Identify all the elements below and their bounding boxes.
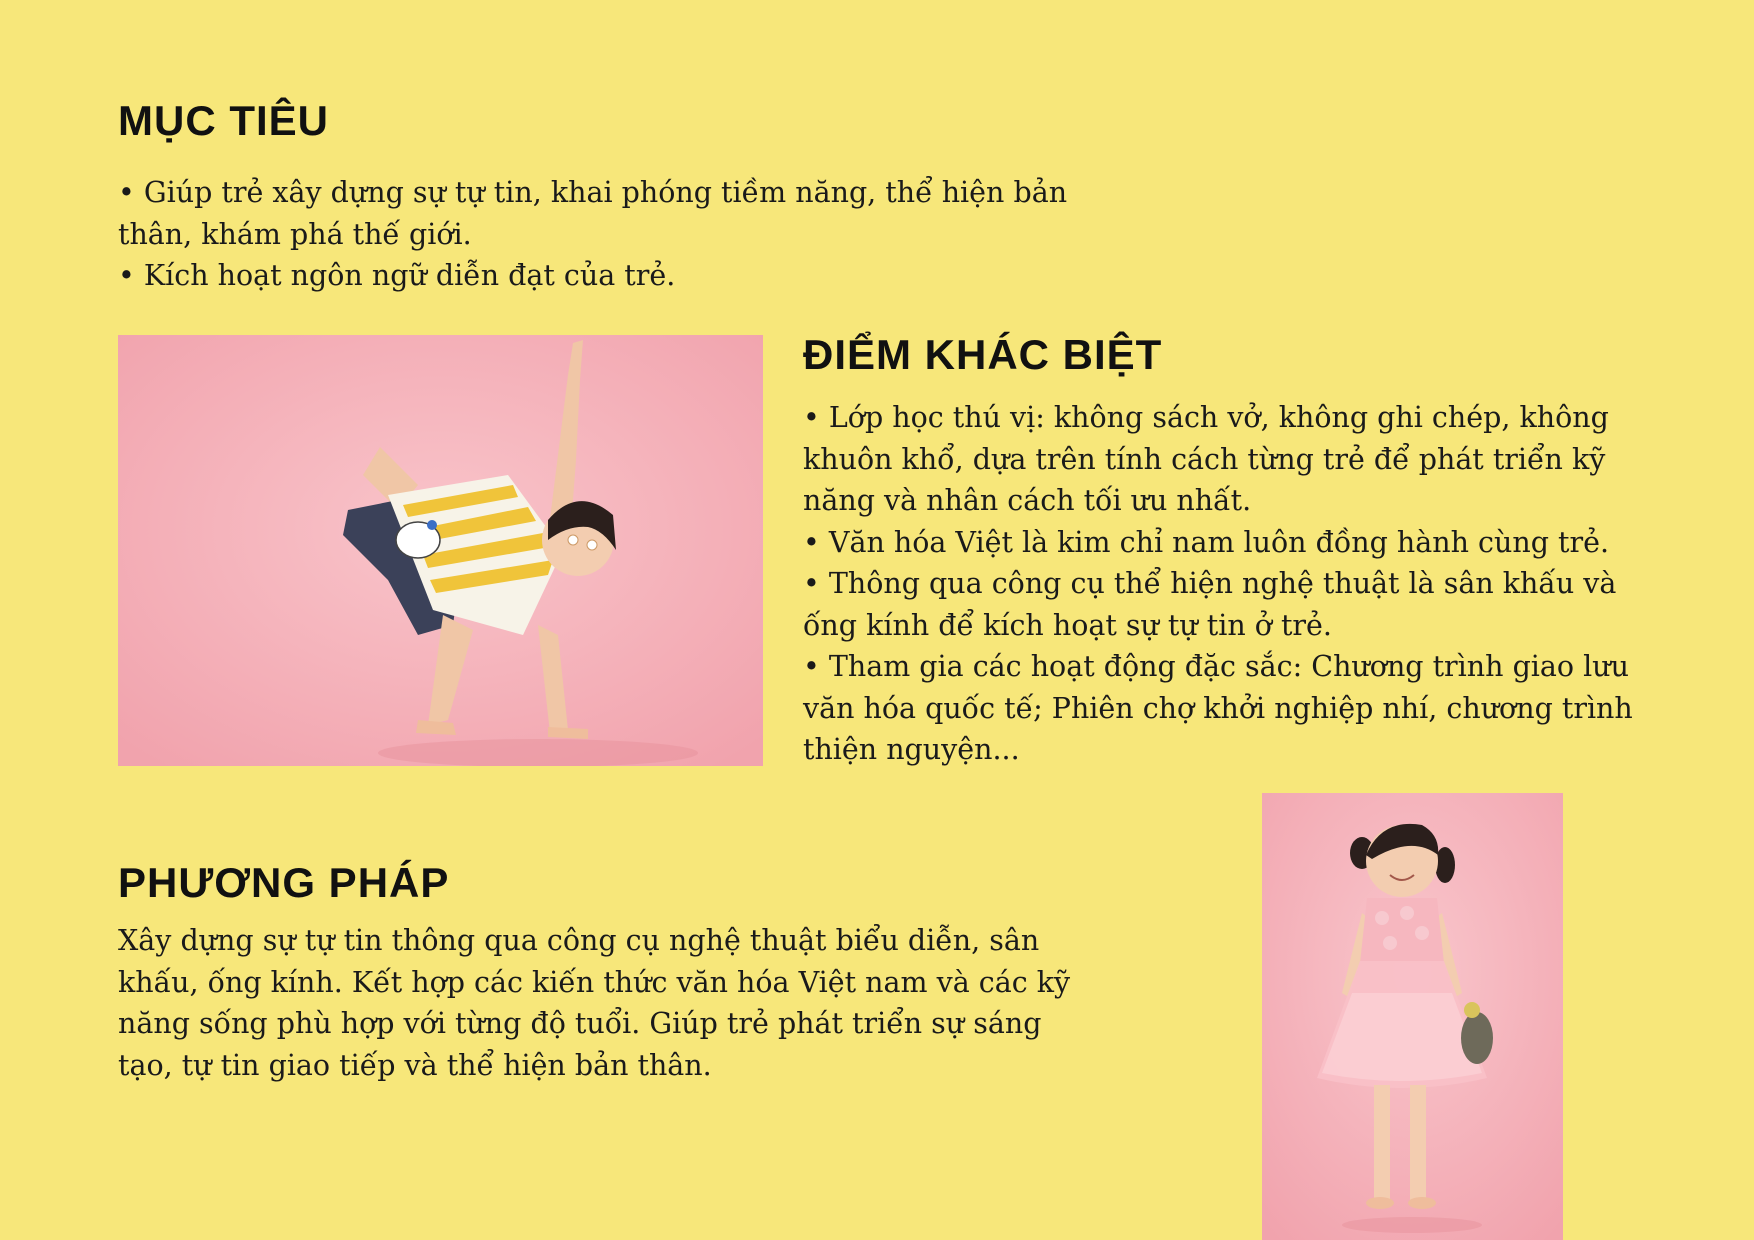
diem-khac-biet-heading: ĐIỂM KHÁC BIỆT <box>803 331 1163 378</box>
muc-tieu-heading: MỤC TIÊU <box>118 97 329 144</box>
child-dancing-photo <box>118 335 763 766</box>
diem-khac-biet-item: • Thông qua công cụ thể hiện nghệ thuật là sân khấu và ống kính để kích hoạt sự tự tin ở trẻ. <box>803 567 1617 642</box>
diem-khac-biet-list <box>803 397 1663 771</box>
phuong-phap-heading: PHƯƠNG PHÁP <box>118 859 450 906</box>
muc-tieu-list <box>118 172 1093 297</box>
diem-khac-biet-item: • Văn hóa Việt là kim chỉ nam luôn đồng hành cùng trẻ. <box>803 525 1610 559</box>
diem-khac-biet-item: • Tham gia các hoạt động đặc sắc: Chương trình giao lưu văn hóa quốc tế; Phiên chợ khởi nghiệp nhí, chương trình thiện nguyện... <box>803 650 1633 766</box>
girl-pink-dress-photo <box>1262 793 1563 1240</box>
phuong-phap-text: Xây dựng sự tự tin thông qua công cụ nghệ thuật biểu diễn, sân khấu, ống kính. Kết hợp các kiến thức văn hóa Việt nam và các kỹ năng sống phù hợp với từng độ tuổi. Giúp trẻ phát triển sự sáng tạo, tự tin giao tiếp và thể hiện bản thân. <box>118 924 1071 1082</box>
muc-tieu-item: • Giúp trẻ xây dựng sự tự tin, khai phóng tiềm năng, thể hiện bản thân, khám phá thế giới. <box>118 176 1068 251</box>
muc-tieu-item: • Kích hoạt ngôn ngữ diễn đạt của trẻ. <box>118 259 676 292</box>
diem-khac-biet-item: • Lớp học thú vị: không sách vở, không ghi chép, không khuôn khổ, dựa trên tính cách từng trẻ để phát triển kỹ năng và nhân cách tối ưu nhất. <box>803 401 1609 517</box>
